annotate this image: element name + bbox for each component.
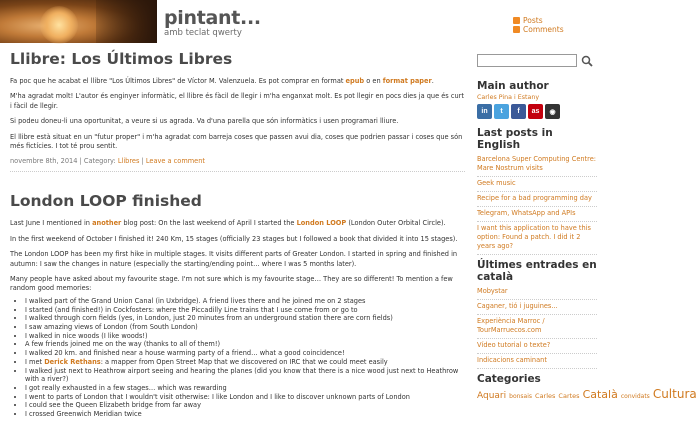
inline-link[interactable]: Derick Rethans (44, 357, 101, 366)
site-title[interactable]: pintant... (164, 7, 261, 29)
post-paragraph (10, 77, 465, 86)
memory-item (25, 323, 465, 332)
main-author-heading: Main author (477, 80, 549, 92)
rss-icon (513, 17, 520, 24)
search-form (477, 54, 597, 68)
sidebar (477, 54, 697, 402)
text-run: I went to parts of London that I wouldn't visit otherwise: I like London and I like to discover unknown parts of London (25, 392, 410, 401)
header-photo[interactable] (0, 0, 157, 43)
text-run: I walked part of the Grand Union Canal (in Uxbridge). A friend lives there and he joined me on 2 stages (25, 296, 366, 305)
memory-item (25, 367, 465, 384)
post-paragraph (10, 219, 465, 228)
sunset-glow (40, 6, 78, 44)
text-run: A few friends joined me on the way (thanks to all of them!) (25, 340, 221, 349)
text-run: I got really exhausted in a few stages… which was rewarding (25, 383, 227, 392)
text-run: I met (25, 357, 45, 366)
text-run: I walked through corn fields (yes, in London, just 20 minutes from an underground station there are corn fields) (25, 314, 393, 323)
photo-shadow (96, 0, 157, 43)
text-run: I walked just next to Heathrow airport seeing and hearing the planes (did you know that there is a nice wood just next to Heathrow with a river?) (25, 366, 459, 384)
post (10, 50, 465, 172)
last-post-link[interactable]: Barcelona Super Computing Centre: Mare Nostrum visits (477, 153, 597, 177)
catala-post-link[interactable]: Vídeo tutorial o texte? (477, 339, 597, 354)
text-run: blog post: On the last weekend of April I started the (121, 219, 297, 228)
facebook-icon[interactable]: f (511, 104, 526, 119)
catala-posts-heading: Últimes entrades en català (477, 259, 597, 283)
text-run: Si podeu doneu-li una oportunitat, a veure si us agrada. Va d'una parella que són informàtics i usen programari lliure. (10, 117, 399, 126)
post-paragraph (10, 275, 465, 294)
rss-icon (513, 26, 520, 33)
catala-posts-list (477, 285, 597, 369)
text-run: Fa poc que he acabat el llibre "Los Últimos Libres" de Víctor M. Valenzuela. Es pot comprar en format (10, 77, 346, 85)
lastfm-icon[interactable]: as (528, 104, 543, 119)
last-posts-list (477, 153, 597, 255)
site-tagline: amb teclat qwerty (164, 28, 242, 38)
post-paragraph (10, 92, 465, 111)
post-body (10, 219, 465, 418)
github-icon[interactable]: ◉ (545, 104, 560, 119)
site-header (0, 0, 600, 43)
text-run: The London LOOP has been my first hike in multiple stages. It visits different parts of Greater London. I started in spring and finished in autumn: I saw the changes in nature (especially the starting/ending point… where I was 5 months later). (10, 250, 458, 268)
text-run: I saw amazing views of London (from South London) (25, 322, 198, 331)
post-paragraph (10, 133, 465, 152)
comments-feed-label: Comments (523, 25, 564, 34)
inline-link[interactable]: London LOOP (296, 219, 347, 228)
post-paragraph (10, 250, 465, 269)
text-run: I could see the Queen Elizabeth bridge from far away (25, 401, 201, 410)
inline-link[interactable]: another (92, 219, 122, 228)
search-icon (581, 55, 593, 67)
categories-heading: Categories (477, 373, 541, 385)
inline-link[interactable]: format paper (382, 77, 432, 85)
text-run: Many people have asked about my favourite stage. I'm not sure which is my favourite stage… They are so different! To mention a few random good memories: (10, 275, 453, 293)
text-run: M'ha agradat molt! L'autor és enginyer informàtic, el llibre és fàcil de llegir i m'ha enganxat molt. Es pot llegir en pocs dies ja que és curt i fàcil de llegir. (10, 92, 464, 110)
last-posts-heading: Last posts in English (477, 127, 553, 151)
catala-post-link[interactable]: Caganer, tió i juguines... (477, 300, 597, 315)
text-run: Last June I mentioned in (10, 219, 93, 228)
category-cloud (477, 387, 697, 402)
text-run: I crossed Greenwich Meridian twice (25, 410, 142, 419)
text-run: . (431, 77, 434, 85)
text-run: I started (and finished!) in Cockfosters: where the Piccadilly Line trains that I use come from or go to (25, 305, 358, 314)
memory-item (25, 384, 465, 393)
memory-item (25, 401, 465, 410)
post-title[interactable]: Llibre: Los Últimos Libres (10, 50, 233, 68)
memory-item (25, 358, 465, 367)
category-tag[interactable]: Cartes (558, 392, 580, 400)
text-run: (London Outer Orbital Circle). (346, 219, 446, 228)
last-post-link[interactable]: Telegram, WhatsApp and APIs (477, 207, 597, 222)
last-post-link[interactable]: Recipe for a bad programming day (477, 192, 597, 207)
text-run: El llibre està situat en un "futur proper" i m'ha agradat com barreja coses que passen avui dia, coses que podrien passar i coses que són més fictícies. I tot té prou sentit. (10, 132, 463, 151)
posts-feed-label: Posts (523, 16, 543, 25)
memory-item (25, 340, 465, 349)
category-tag[interactable]: Carles (535, 392, 556, 400)
category-tag[interactable]: Aquari (477, 391, 507, 401)
posts-feed-link[interactable] (513, 16, 543, 25)
meta-separator: | (139, 157, 146, 166)
last-post-link[interactable]: I want this application to have this option: Found a patch. I did it 2 years ago? (477, 222, 597, 255)
category-tag[interactable]: Català (582, 388, 618, 401)
search-input[interactable] (477, 54, 577, 67)
memory-item (25, 297, 465, 306)
linkedin-icon[interactable]: in (477, 104, 492, 119)
post-title[interactable]: London LOOP finished (10, 192, 202, 211)
memory-item (25, 314, 465, 323)
memory-item (25, 332, 465, 341)
category-tag[interactable]: convidats (620, 393, 650, 400)
post-meta (10, 157, 465, 172)
comments-feed-link[interactable] (513, 25, 564, 34)
memory-item (25, 306, 465, 315)
post (10, 192, 465, 418)
catala-post-link[interactable]: Experiència Marroc / TourMarruecos.com (477, 315, 597, 339)
memory-item (25, 393, 465, 402)
category-tag[interactable]: Cultura (652, 387, 697, 401)
post-paragraph (10, 117, 465, 126)
leave-comment-link[interactable]: Leave a comment (145, 157, 206, 166)
feed-links (513, 16, 600, 34)
post-date: novembre 8th, 2014 | Category: (10, 157, 118, 166)
catala-post-link[interactable]: Indicacions caminant (477, 354, 597, 369)
text-run: I walked 20 km. and finished near a house warming party of a friend… what a good coincidence! (25, 349, 345, 358)
text-run: In the first weekend of October I finished it! 240 Km, 15 stages (officially 23 stages but I followed a book that divided it into 15 stages). (10, 234, 458, 243)
catala-post-link[interactable]: Mobystar (477, 285, 597, 300)
main-content (10, 50, 465, 439)
inline-link[interactable]: epub (345, 77, 365, 85)
category-tag[interactable]: bonsais (509, 393, 533, 400)
text-run: : a mapper from Open Street Map that we discovered on IRC that we could meet easily (100, 357, 388, 366)
social-icons (477, 104, 597, 119)
post-body (10, 77, 465, 151)
post-paragraph (10, 235, 465, 244)
twitter-icon[interactable]: t (494, 104, 509, 119)
text-run: I walked in nice woods (I like woods!) (25, 331, 148, 340)
author-name[interactable]: Carles Pina i Estany (477, 94, 540, 101)
memories-list (25, 297, 465, 419)
memory-item (25, 349, 465, 358)
last-post-link[interactable]: Geek music (477, 177, 597, 192)
category-link[interactable]: Llibres (117, 157, 140, 166)
memory-item (25, 410, 465, 419)
search-button[interactable] (581, 55, 593, 67)
text-run: o en (364, 77, 383, 85)
